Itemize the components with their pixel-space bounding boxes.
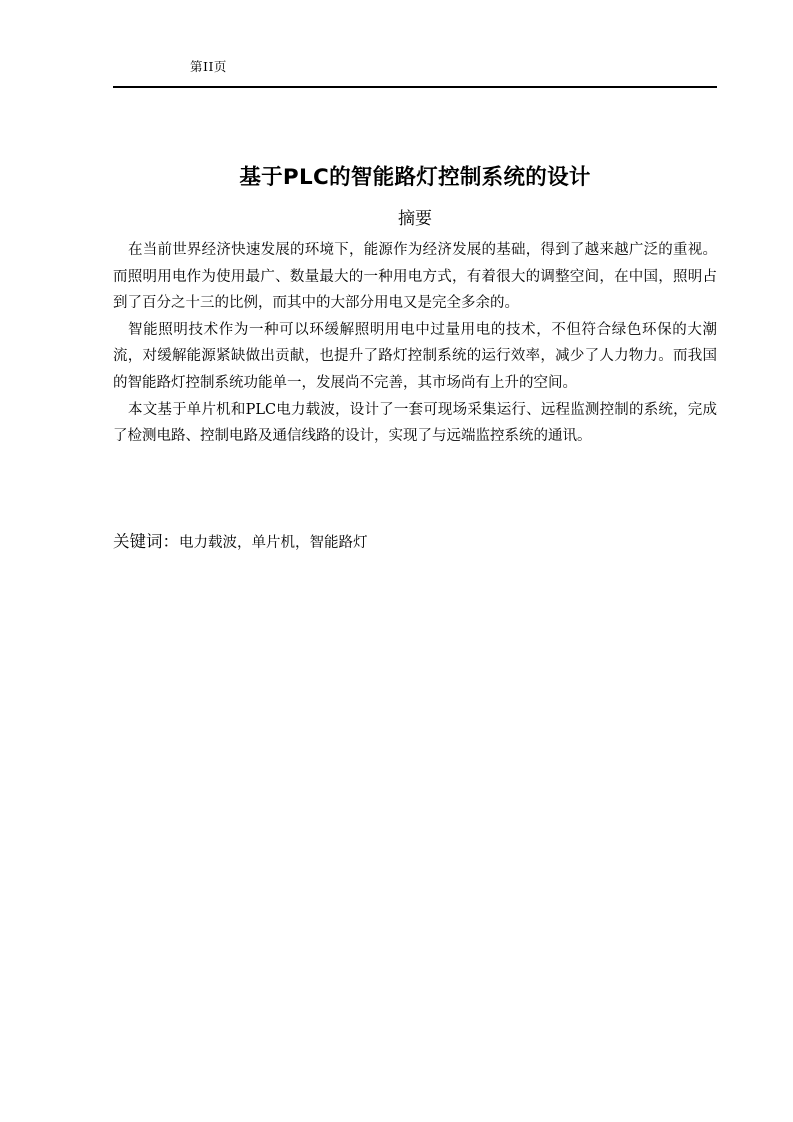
keywords-text: 电力载波，单片机，智能路灯 — [179, 535, 368, 551]
abstract-paragraph-3: 本文基于单片机和PLC电力载波，设计了一套可现场采集运行、远程监测控制的系统，完成了检测电路、控制电路及通信线路的设计，实现了与远端监控系统的通讯。 — [113, 401, 717, 445]
abstract-heading: 摘要 — [398, 209, 432, 229]
document-title: 基于PLC的智能路灯控制系统的设计 — [239, 165, 591, 190]
page-number-label: 第II页 — [190, 59, 227, 74]
keywords-label: 关键词： — [113, 532, 179, 551]
keywords-line — [113, 528, 368, 552]
abstract-paragraph-1: 在当前世界经济快速发展的环境下，能源作为经济发展的基础，得到了越来越广泛的重视。而照明用电作为使用最广、数量最大的一种用电方式，有着很大的调整空间，在中国，照明占到了百分之十三的比例，而其中的大部分用电又是完全多余的。 — [113, 242, 717, 312]
page-header — [113, 52, 717, 88]
abstract-paragraph-2: 智能照明技术作为一种可以环缓解照明用电中过量用电的技术，不但符合绿色环保的大潮流，对缓解能源紧缺做出贡献，也提升了路灯控制系统的运行效率，减少了人力物力。而我国的智能路灯控制系统功能单一，发展尚不完善，其市场尚有上升的空间。 — [113, 321, 717, 391]
abstract-body — [113, 237, 717, 450]
